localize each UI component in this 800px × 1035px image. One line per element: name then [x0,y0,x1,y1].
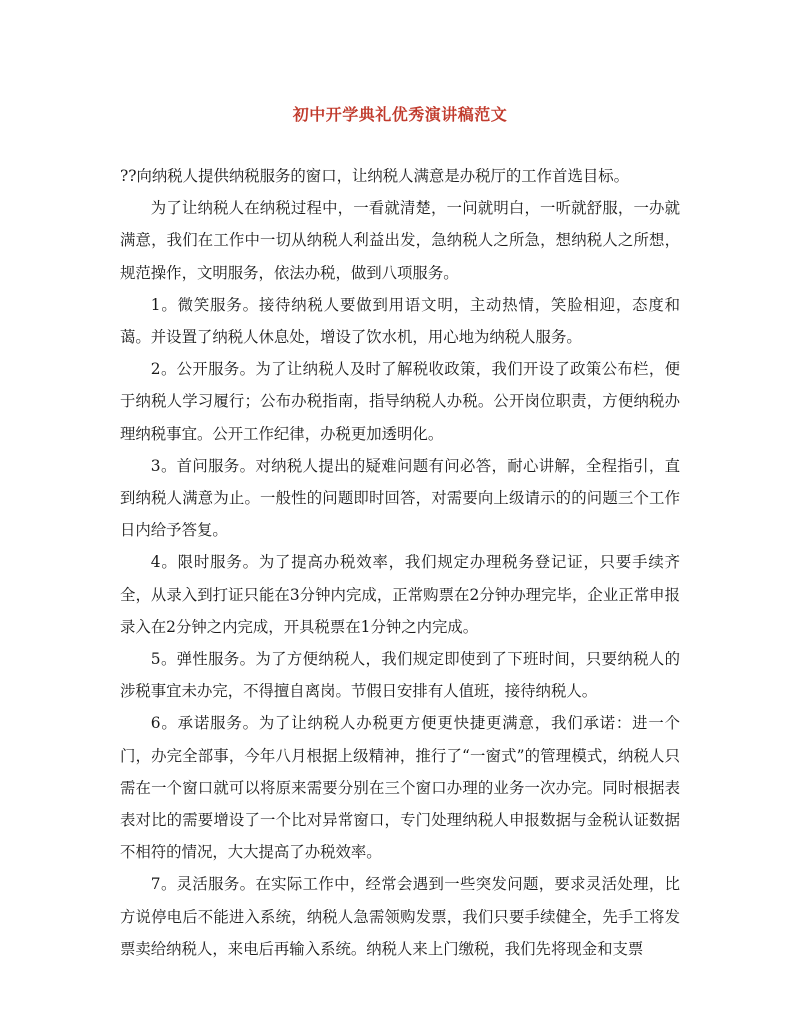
paragraph-time-limited-service: 4。限时服务。为了提高办税效率，我们规定办理税务登记证，只要手续齐全，从录入到打证只能在3分钟内完成，正常购票在2分钟办理完毕，企业正常申报录入在2分钟之内完成，开具税票在1分钟之内完成。 [120,553,680,636]
paragraph-overview: 为了让纳税人在纳税过程中，一看就清楚，一问就明白，一听就舒服，一办就满意，我们在工作中一切从纳税人利益出发，急纳税人之所急，想纳税人之所想，规范操作，文明服务，依法办税，做到八项服务。 [120,199,680,282]
paragraph-open-service: 2。公开服务。为了让纳税人及时了解税收政策，我们开设了政策公布栏，便于纳税人学习履行；公布办税指南，指导纳税人办税。公开岗位职责，方便纳税办理纳税事宜。公开工作纪律，办税更加透明化。 [120,360,680,443]
document-title: 初中开学典礼优秀演讲稿范文 [292,105,508,124]
paragraph-adaptive-service: 7。灵活服务。在实际工作中，经常会遇到一些突发问题，要求灵活处理，比方说停电后不能进入系统，纳税人急需领购发票，我们只要手续健全，先手工将发票卖给纳税人，来电后再输入系统。纳税人来上门缴税，我们先将现金和支票 [120,875,680,958]
paragraph-intro: ??向纳税人提供纳税服务的窗口，让纳税人满意是办税厅的工作首选目标。 [120,167,630,185]
paragraph-first-inquiry-service: 3。首问服务。对纳税人提出的疑难问题有问必答，耐心讲解，全程指引，直到纳税人满意为止。一般性的问题即时回答，对需要向上级请示的的问题三个工作日内给予答复。 [120,456,680,540]
paragraph-commitment-service: 6。承诺服务。为了让纳税人办税更方便更快捷更满意，我们承诺：进一个门，办完全部事，今年八月根据上级精神，推行了“一窗式”的管理模式，纳税人只需在一个窗口就可以将原来需要分别在三个窗口办理的业务一次办完。同时根据表表对比的需要增设了一个比对异常窗口，专门处理纳税人申报数据与金税认证数据不相符的情况，大大提高了办税效率。 [120,714,680,862]
paragraph-flexible-hours-service: 5。弹性服务。为了方便纳税人，我们规定即使到了下班时间，只要纳税人的涉税事宜未办完，不得擅自离岗。节假日安排有人值班，接待纳税人。 [120,650,680,701]
document-body [120,160,680,965]
paragraph-smile-service: 1。微笑服务。接待纳税人要做到用语文明，主动热情，笑脸相迎，态度和蔼。并设置了纳税人休息处，增设了饮水机，用心地为纳税人服务。 [120,295,680,347]
